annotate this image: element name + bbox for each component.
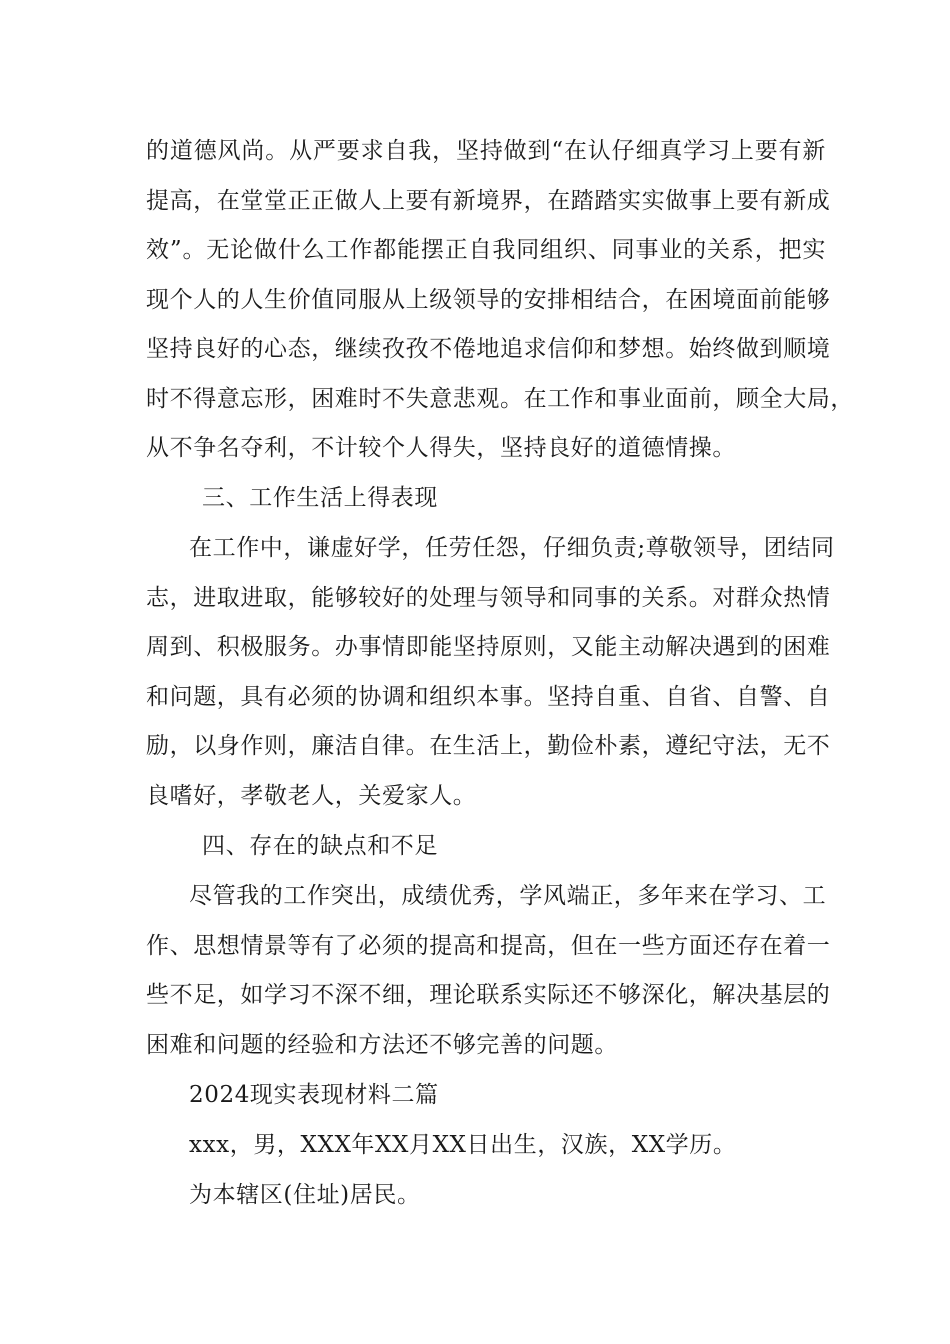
residence-text: 为本辖区(住址)居民。 bbox=[189, 1182, 421, 1208]
text-line: 志，进取进取，能够较好的处理与领导和同事的关系。对群众热情 bbox=[146, 584, 831, 611]
text-line: 尽管我的工作突出，成绩优秀，学风端正，多年来在学习、工 bbox=[189, 883, 827, 909]
section-heading-3 bbox=[146, 474, 826, 524]
residence-info bbox=[146, 1171, 826, 1221]
personal-info bbox=[146, 1121, 826, 1171]
text-line: 周到、积极服务。办事情即能坚持原则，又能主动解决遇到的困难 bbox=[146, 634, 831, 660]
text-line: 励，以身作则，廉洁自律。在生活上，勤俭朴素，遵纪守法，无不 bbox=[146, 733, 831, 759]
text-line: 时不得意忘形，困难时不失意悲观。在工作和事业面前，顾全大局， bbox=[146, 385, 854, 412]
section-heading-4 bbox=[146, 822, 826, 872]
text-line: 的道德风尚。从严要求自我，坚持做到“在认仔细真学习上要有新 bbox=[146, 138, 826, 164]
heading-text: 四、存在的缺点和不足 bbox=[202, 833, 438, 859]
text-line: 些不足，如学习不深不细，理论联系实际还不够深化，解决基层的 bbox=[146, 982, 831, 1008]
text-line: 良嗜好，孝敬老人，关爱家人。 bbox=[146, 782, 477, 809]
document-title-2 bbox=[146, 1071, 826, 1121]
text-line: 效”。无论做什么工作都能摆正自我同组织、同事业的关系，把实 bbox=[146, 237, 826, 263]
text-line: 在工作中，谦虚好学，任劳任怨，仔细负责;尊敬领导，团结同 bbox=[189, 535, 835, 561]
text-line: 作、思想情景等有了必须的提高和提高，但在一些方面还存在着一 bbox=[146, 932, 831, 959]
paragraph-shortcomings bbox=[146, 872, 831, 1070]
text-line: 坚持良好的心态，继续孜孜不倦地追求信仰和梦想。始终做到顺境 bbox=[146, 336, 831, 362]
paragraph-work-life bbox=[146, 524, 835, 821]
heading-text: 三、工作生活上得表现 bbox=[202, 485, 438, 511]
text-line: 和问题，具有必须的协调和组织本事。坚持自重、自省、自警、自 bbox=[146, 683, 831, 710]
title-text: 2024现实表现材料二篇 bbox=[189, 1082, 439, 1108]
text-line: 现个人的人生价值同服从上级领导的安排相结合，在困境面前能够 bbox=[146, 286, 831, 313]
text-line: 提高，在堂堂正正做人上要有新境界，在踏踏实实做事上要有新成 bbox=[146, 187, 831, 214]
info-text: xxx，男，XXX年XX月XX日出生，汉族，XX学历。 bbox=[189, 1132, 737, 1158]
text-line: 困难和问题的经验和方法还不够完善的问题。 bbox=[146, 1031, 618, 1058]
paragraph-moral-conduct bbox=[146, 127, 854, 474]
text-line: 从不争名夺利，不计较个人得失，坚持良好的道德情操。 bbox=[146, 435, 736, 461]
